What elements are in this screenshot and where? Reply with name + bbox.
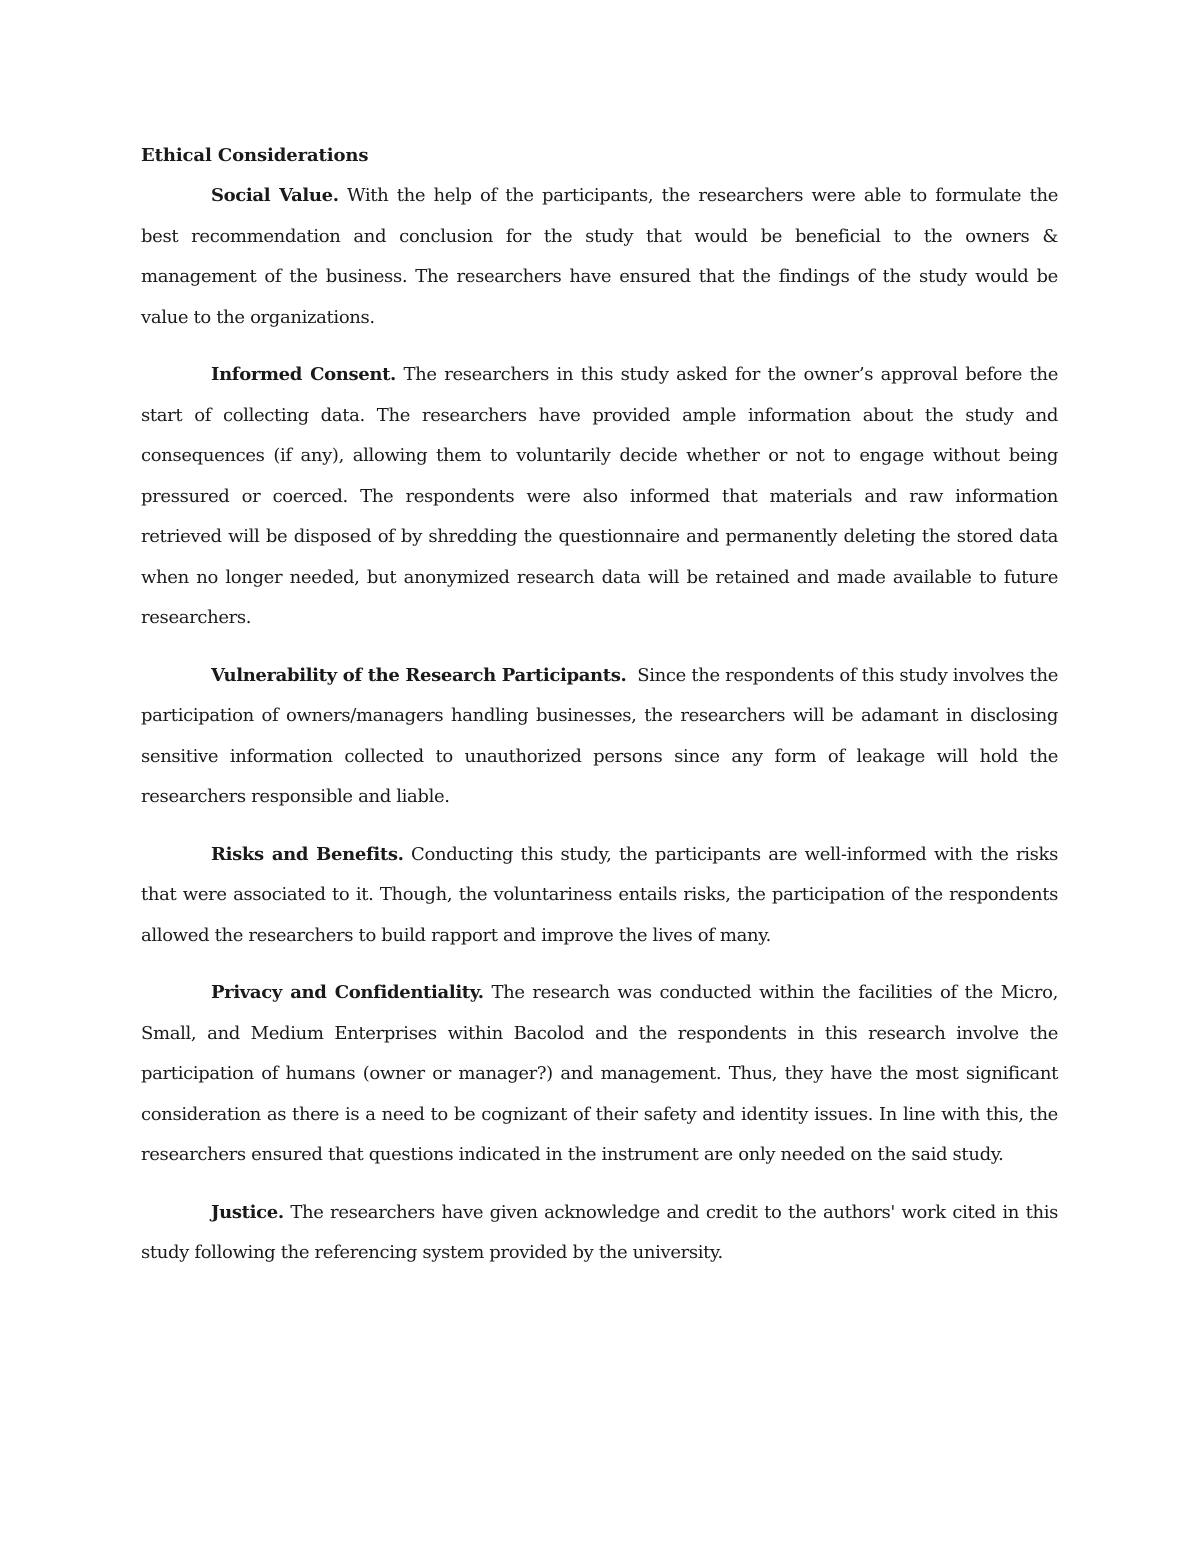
body-privacy-confidentiality: The research was conducted within the facilities of the Micro, Small, and Medium Enterprises within Bacolod and the respondents in this research involve the participation of humans (owner or manager?) and management. Thus, they have the most significant consideration as there is a need to be cognizant of their safety and identity issues. In line with this, the researchers ensured that questions indicated in the instrument are only needed on the said study. [141,982,1059,1165]
term-vulnerability: Vulnerability of the Research Participants. [211,664,627,686]
term-privacy-confidentiality: Privacy and Confidentiality. [211,982,484,1003]
body-informed-consent: The researchers in this study asked for the owner’s approval before the start of collecting data. The researchers have provided ample information about the study and consequences (if any), allowing them to voluntarily decide whether or not to engage without being pressured or coerced. The respondents were also informed that materials and raw information retrieved will be disposed of by shredding the questionnaire and permanently deleting the stored data when no longer needed, but anonymized research data will be retained and made available to future researchers. [141,364,1058,628]
term-risks-benefits: Risks and Benefits. [211,843,404,865]
body-vulnerability: Since the respondents of this study involves the participation of owners/managers handling businesses, the researchers will be adamant in disclosing sensitive information collected to unauthorized persons since any form of leakage will hold the researchers responsible and liable. [141,664,1059,807]
paragraph-social-value [141,176,1058,338]
body-social-value: With the help of the participants, the researchers were able to formulate the best recommendation and conclusion for the study that would be beneficial to the owners & management of the business. The researchers have ensured that the findings of the study would be value to the organizations. [141,185,1058,328]
body-risks-benefits: Conducting this study, the participants are well-informed with the risks that were associated to it. Though, the voluntariness entails risks, the participation of the respondents allowed the researchers to build rapport and improve the lives of many. [141,843,1058,946]
section-heading: Ethical Considerations [141,145,369,166]
paragraph-justice [141,1193,1058,1274]
term-social-value: Social Value. [211,185,339,206]
paragraph-informed-consent [141,355,1058,639]
paragraph-vulnerability [141,656,1058,818]
paragraph-risks-benefits [141,835,1058,957]
body-justice: The researchers have given acknowledge and credit to the authors' work cited in this study following the referencing system provided by the university. [141,1201,1058,1263]
document-page [141,136,1058,1291]
term-informed-consent: Informed Consent. [211,364,396,385]
term-justice: Justice. [211,1201,284,1223]
paragraph-privacy-confidentiality [141,973,1058,1176]
